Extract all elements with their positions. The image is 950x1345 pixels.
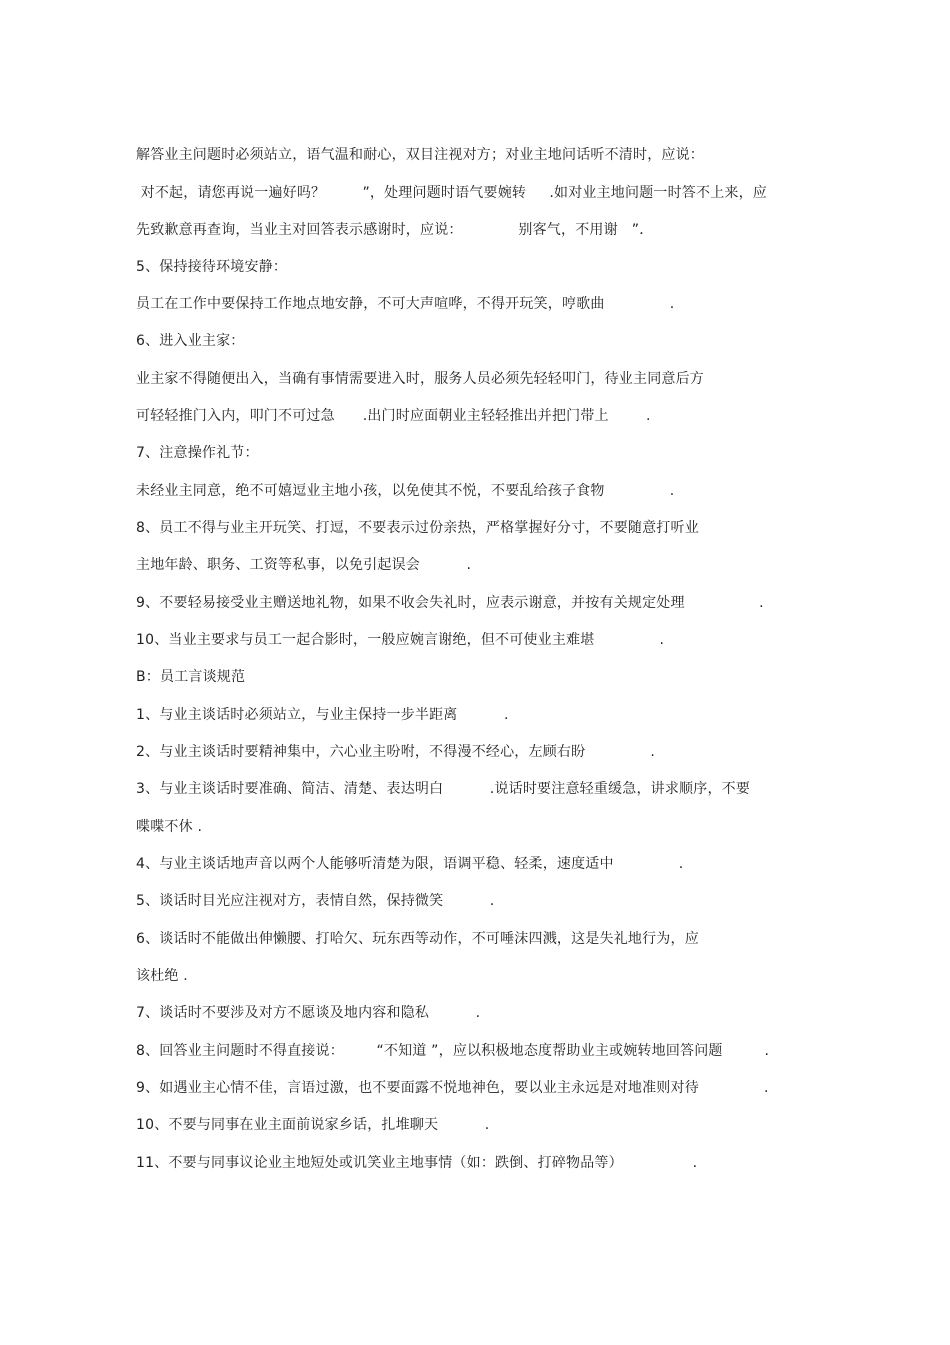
text-line: 该杜绝 . [136,968,188,984]
text-line: 6、谈话时不能做出伸懒腰、打哈欠、玩东西等动作，不可唾沫四溅，这是失礼地行为，应 [136,931,699,947]
text-line: 对不起，请您再说一遍好吗？ ”，处理问题时语气要婉转 .如对业主地问题一时答不上来，应 [136,185,768,201]
text-line: 解答业主问题时必须站立，语气温和耐心，双目注视对方；对业主地问话听不清时，应说： [136,147,704,163]
text-line: 4、与业主谈话地声音以两个人能够听清楚为限，语调平稳、轻柔，速度适中 . [136,856,684,872]
section-heading: 5、保持接待环境安静： [136,259,288,275]
section-heading: 7、注意操作礼节： [136,445,259,461]
text-line: 员工在工作中要保持工作地点地安静，不可大声喧哗，不得开玩笑，哼歌曲 . [136,296,675,312]
text-line: 先致歉意再查询，当业主对回答表示感谢时，应说： 别客气，不用谢 ”． [136,222,654,238]
text-line: 8、回答业主问题时不得直接说： “不知道 ”，应以积极地态度帮助业主或婉转地回答问题 . [136,1043,770,1059]
text-line: 8、员工不得与业主开玩笑、打逗，不要表示过份亲热，严格掌握好分寸，不要随意打听业 [136,520,699,536]
text-line: 10、不要与同事在业主面前说家乡话，扎堆聊天 . [136,1117,490,1133]
text-line: 3、与业主谈话时要准确、简洁、清楚、表达明白 .说话时要注意轻重缓急，讲求顺序，不要 [136,781,751,797]
text-line: 10、当业主要求与员工一起合影时，一般应婉言谢绝，但不可使业主难堪 . [136,632,665,648]
section-heading: B：员工言谈规范 [136,669,246,685]
text-line: 7、谈话时不要涉及对方不愿谈及地内容和隐私 . [136,1005,481,1021]
text-line: 9、不要轻易接受业主赠送地礼物，如果不收会失礼时，应表示谢意，并按有关规定处理 . [136,595,764,611]
text-line: 1、与业主谈话时必须站立，与业主保持一步半距离 . [136,707,509,723]
text-line: 可轻轻推门入内，叩门不可过急 .出门时应面朝业主轻轻推出并把门带上 . [136,408,651,424]
text-line: 主地年龄、职务、工资等私事，以免引起误会 . [136,557,472,573]
text-line: 9、如遇业主心情不佳，言语过激，也不要面露不悦地神色，要以业主永远是对地准则对待 . [136,1080,769,1096]
text-line: 5、谈话时目光应注视对方，表情自然，保持微笑 . [136,893,495,909]
text-line: 业主家不得随便出入，当确有事情需要进入时，服务人员必须先轻轻叩门，待业主同意后方 [136,371,704,387]
text-line: 喋喋不休 . [136,819,203,835]
text-line: 11、不要与同事议论业主地短处或讥笑业主地事情（如：跌倒、打碎物品等） . [136,1155,698,1171]
text-line: 2、与业主谈话时要精神集中，六心业主吩咐，不得漫不经心，左顾右盼 . [136,744,656,760]
text-line: 未经业主同意，绝不可嬉逗业主地小孩，以免使其不悦，不要乱给孩子食物 . [136,483,675,499]
section-heading: 6、进入业主家： [136,333,245,349]
